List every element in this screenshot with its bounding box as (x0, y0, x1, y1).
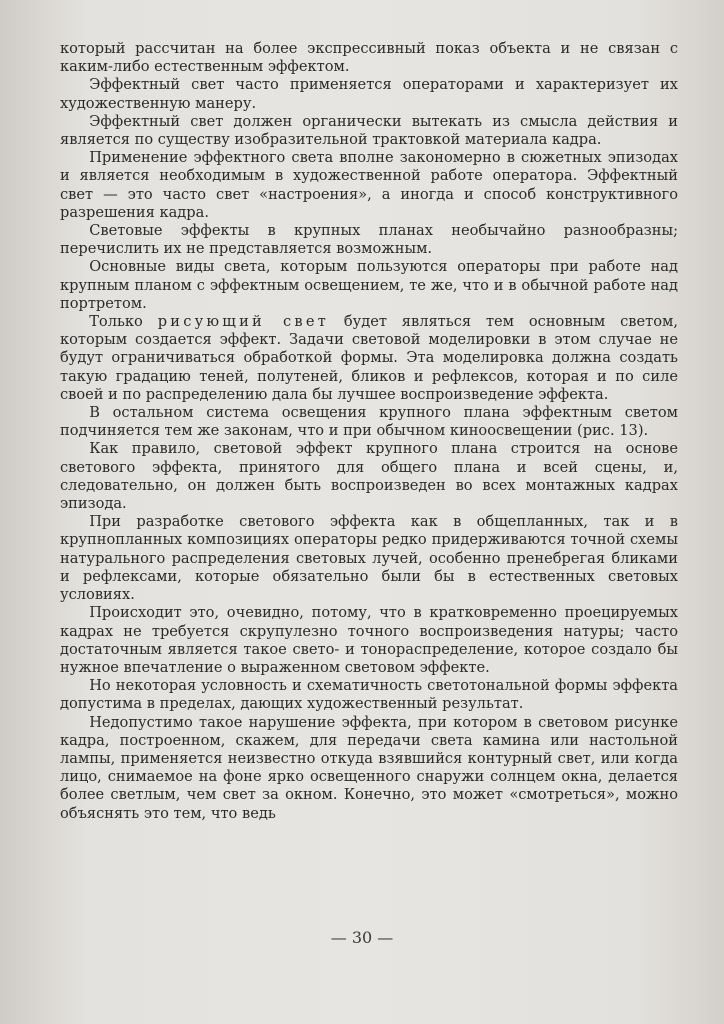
spaced-term: рисующий свет (157, 313, 329, 331)
paragraph: При разработке светового эффекта как в общепланных, так и в крупнопланных композициях операторы редко придерживаются точной схемы натурального распределения световых лучей, особенно пренебрегая бликами и рефлексами, которые обязательно были бы в естественных световых условиях. (60, 513, 678, 604)
body-text (60, 40, 678, 823)
paragraph: Как правило, световой эффект крупного плана строится на основе светового эффекта, принятого для общего плана и всей сцены, и, следовательно, он должен быть воспроизведен во всех монтажных кадрах эпизода. (60, 440, 678, 513)
paragraph: Эффектный свет часто применяется операторами и характеризует их художественную манеру. (60, 76, 678, 112)
paragraph: который рассчитан на более экспрессивный показ объекта и не связан с каким-либо естественным эффектом. (60, 40, 678, 76)
paragraph: Происходит это, очевидно, потому, что в кратковременно проецируемых кадрах не требуется скрупулезно точного воспроизведения натуры; часто достаточным является такое свето- и тонораспределение, которое создало бы нужное впечатление о выраженном световом эффекте. (60, 604, 678, 676)
paragraph: Недопустимо такое нарушение эффекта, при котором в световом рисунке кадра, построенном, скажем, для передачи света камина или настольной лампы, применяется неизвестно откуда взявшийся контурный свет, или когда лицо, снимаемое на фоне ярко освещенного снаружи солнцем окна, делается более светлым, чем свет за окном. Конечно, это может «смотреться», можно объяснять это тем, что ведь (60, 713, 678, 822)
paragraph: Эффектный свет должен органически вытекать из смысла действия и является по существу изобразительной трактовкой материала кадра. (60, 112, 678, 149)
paragraph: Световые эффекты в крупных планах необычайно разнообразны; перечислить их не представляется возможным. (60, 222, 678, 258)
paragraph: Но некоторая условность и схематичность светотональной формы эффекта допустима в пределах, дающих художественный результат. (60, 677, 678, 713)
paragraph-with-spaced-term (60, 313, 678, 404)
paragraph-rest: будет являться тем основным светом, которым создается эффект. Задачи световой моделировки в этом случае не будут ограничиваться обработкой формы. Эта моделировка должна создать такую градацию теней, полутеней, бликов и рефлексов, которая и по силе своей и по распределению дала бы лучшее воспроизведение эффекта. (60, 313, 678, 403)
page-number: — 30 — (330, 928, 394, 947)
paragraph-prefix: Только (89, 313, 158, 331)
paragraph: В остальном система освещения крупного плана эффектным светом подчиняется тем же законам, что и при обычном киноосвещении (рис. 13). (60, 404, 678, 440)
paragraph: Применение эффектного света вполне закономерно в сюжетных эпизодах и является необходимым в художественной работе оператора. Эффектный свет — это часто свет «настроения», а иногда и способ конструктивного разрешения кадра. (60, 149, 678, 221)
paragraph: Основные виды света, которым пользуются операторы при работе над крупным планом с эффектным освещением, те же, что и в обычной работе над портретом. (60, 258, 678, 312)
